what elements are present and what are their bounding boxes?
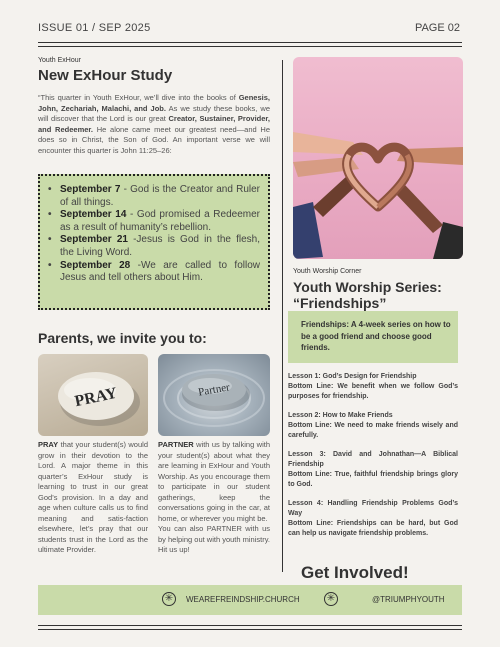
dates-list <box>48 184 260 285</box>
lesson-bottom-line: Bottom Line: Friendships can be hard, but God can help us navigate friendship problems. <box>288 519 458 537</box>
pray-stone-image <box>38 354 148 436</box>
pray-lead: PRAY <box>38 440 59 449</box>
issue-label: ISSUE 01 / SEP 2025 <box>38 22 151 34</box>
series-title: Youth Worship Series: “Friendships” <box>293 279 442 311</box>
series-summary: Friendships: A 4-week series on how to be a good friend and choose good friends. <box>288 311 458 363</box>
website-link[interactable]: WEAREFREINDSHIP.CHURCH <box>186 595 300 604</box>
social-handle-link[interactable]: @TRIUMPHYOUTH <box>372 595 445 604</box>
date-text: -Jesus is God in the flesh, the Living Word. <box>60 234 260 258</box>
partner-text-2: You can also PARTNER with us by helping out with youth ministry. Hit us up! <box>158 524 270 554</box>
asterisk-icon: ✳ <box>324 592 338 606</box>
partner-stone-illustration <box>158 354 270 436</box>
date-text: -We are called to follow Jesus and tell others about Him. <box>60 259 260 284</box>
intro-mid: As we study these books, we will discover that the Lord is our great <box>38 103 270 123</box>
partner-paragraph <box>158 440 270 556</box>
heart-hands-illustration <box>293 57 463 259</box>
pray-text: that your student(s) would grow in their devotion to the Lord. A major theme in this quarter’s ExHour study is learning to trust in our great God’s provision. In a day and age when culture calls us to find meaning and satis-faction elsewhere, let’s pray that our students trust in the Lord as the ultimate Provider. <box>38 440 148 554</box>
intro-post: He alone came meet our greatest need—and He does so in Christ, the Son of God. An important verse we will encounter this quarter is John 11:25–26: <box>38 124 270 155</box>
get-involved-heading: Get Involved! <box>301 563 409 582</box>
partner-text: with us by talking with your student(s) about what they are learning in ExHour and Youth Worship. As you encourage them to participate in our student gatherings, keep the conversations going in the car, at home, or wherever you might be. <box>158 440 270 523</box>
footer-rule-bottom <box>38 629 462 630</box>
partner-stone-label: Partner <box>197 381 231 399</box>
footer-rule-top <box>38 625 462 626</box>
lesson-item <box>288 411 458 440</box>
lesson-title: Lesson 3: David and Johnathan—A Biblical Friendship <box>288 451 458 469</box>
pray-stone-illustration <box>38 354 148 436</box>
study-intro <box>38 93 270 156</box>
date-label: September 14 <box>60 209 127 221</box>
pray-paragraph <box>38 440 148 556</box>
lesson-list <box>288 372 458 548</box>
lesson-bottom-line: Bottom Line: True, faithful friendship brings glory to God. <box>288 470 458 488</box>
dates-box <box>38 174 270 310</box>
date-item <box>48 234 260 259</box>
header-rule-top <box>38 42 462 43</box>
lesson-title: Lesson 1: God’s Design for Friendship <box>288 373 417 380</box>
intro-pre: “This quarter in Youth ExHour, we’ll dive into the books of <box>38 93 239 102</box>
date-item <box>48 209 260 234</box>
intro-books: Genesis, John, Zechariah, Malachi, and Job. <box>38 93 270 113</box>
lesson-title: Lesson 4: Handling Friendship Problems God’s Way <box>288 500 458 518</box>
lesson-item <box>288 450 458 489</box>
date-item <box>48 184 260 209</box>
column-divider <box>282 60 283 572</box>
lesson-item <box>288 372 458 401</box>
lesson-bottom-line: Bottom Line: We benefit when we follow God’s purposes for friendship. <box>288 382 458 400</box>
intro-roles: Creator, Sustainer, Provider, and Redeemer. <box>38 114 271 134</box>
date-label: September 21 <box>60 234 128 246</box>
lesson-title: Lesson 2: How to Make Friends <box>288 412 393 420</box>
asterisk-icon: ✳ <box>162 592 176 606</box>
date-text: - God promised a Redeemer as a result of humanity’s rebellion. <box>60 209 260 233</box>
study-title: New ExHour Study <box>38 67 173 84</box>
partner-stone-image <box>158 354 270 436</box>
lesson-item <box>288 499 458 538</box>
partner-lead: PARTNER <box>158 440 194 449</box>
invite-title: Parents, we invite you to: <box>38 330 207 346</box>
series-kicker: Youth Worship Corner <box>293 268 362 275</box>
heart-hands-photo <box>293 57 463 259</box>
lesson-bottom-line: Bottom Line: We need to make friends wisely and carefully. <box>288 421 458 439</box>
pray-stone-label: PRAY <box>73 384 119 411</box>
date-item <box>48 260 260 285</box>
page-number: PAGE 02 <box>414 22 460 34</box>
date-label: September 28 <box>60 259 131 271</box>
header-rule-bottom <box>38 46 462 47</box>
date-label: September 7 <box>60 184 121 195</box>
study-kicker: Youth ExHour <box>38 57 81 64</box>
date-text: - God is the Creator and Ruler of all things. <box>60 184 260 208</box>
